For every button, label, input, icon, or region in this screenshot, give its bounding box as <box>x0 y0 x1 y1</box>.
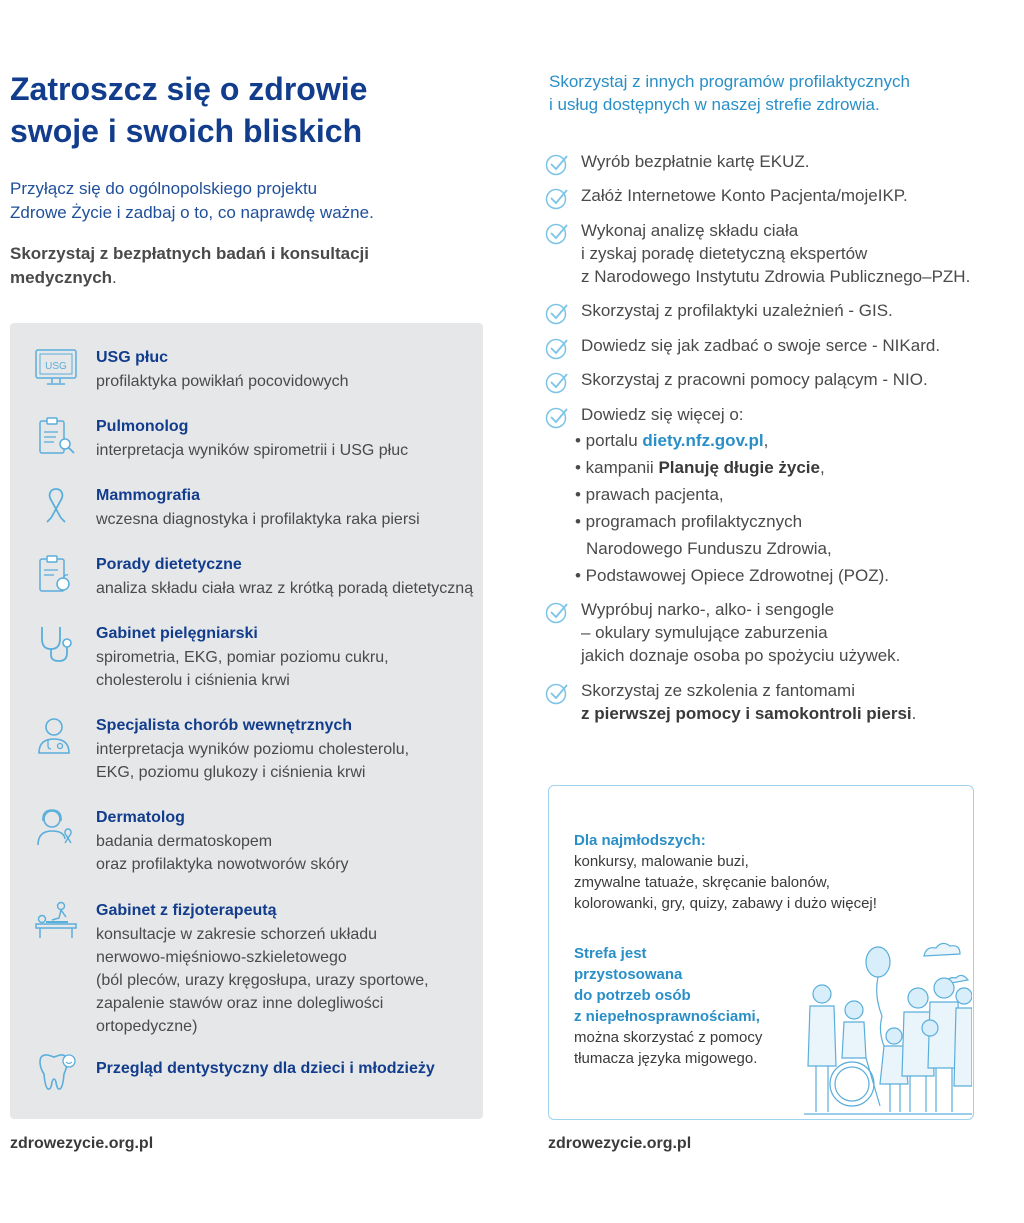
usg-icon-label: USG <box>45 361 67 372</box>
bullet-programs: • programach profilaktycznych <box>575 512 803 531</box>
service-description <box>96 370 349 393</box>
service-desc-line: interpretacja wyników poziomu cholesterolu, <box>96 741 410 758</box>
service-title: Dermatolog <box>96 809 185 826</box>
free-exams-line-1: Skorzystaj z bezpłatnych badań i konsultacji <box>10 244 369 263</box>
free-exams-period: . <box>112 268 117 287</box>
bullet-text: • kampanii <box>575 458 659 477</box>
access-heading-line: przystosowana <box>574 966 683 983</box>
check-circle-icon <box>545 301 569 325</box>
training-period: . <box>911 704 917 723</box>
service-desc-line: profilaktyka powikłań pocovidowych <box>96 373 349 390</box>
training-bold: z pierwszej pomocy i samokontroli piersi <box>581 704 912 723</box>
check-text: Załóż Internetowe Konto Pacjenta/mojeIKP. <box>581 186 908 205</box>
check-text <box>581 679 916 725</box>
bullet-text: , <box>763 431 769 450</box>
check-circle-icon <box>545 221 569 245</box>
doctor-icon <box>34 715 78 755</box>
service-desc-line: EKG, poziomu glukozy i ciśnienia krwi <box>96 764 366 781</box>
bullet-portal <box>575 427 768 454</box>
check-text: Skorzystaj z pracowni pomocy palącym - NIO. <box>581 370 928 389</box>
clipboard-search-icon <box>34 416 78 456</box>
check-circle-icon <box>545 405 569 429</box>
access-heading-line: z niepełnosprawnościami, <box>574 1008 760 1025</box>
left-footer-url[interactable]: zdrowezycie.org.pl <box>10 1135 154 1152</box>
bullet-text: , <box>820 458 825 477</box>
services-panel <box>10 323 483 1119</box>
usg-monitor-icon <box>34 347 78 387</box>
check-text <box>581 219 970 288</box>
service-desc-line: oraz profilaktyka nowotworów skóry <box>96 856 349 873</box>
kids-section <box>574 830 877 914</box>
kids-heading: Dla najmłodszych: <box>574 832 706 849</box>
bullet-poz: • Podstawowej Opiece Zdrowotnej (POZ). <box>575 566 889 585</box>
service-desc-line: badania dermatoskopem <box>96 833 273 850</box>
check-text <box>581 598 900 667</box>
check-text-line: z Narodowego Instytutu Zdrowia Publicznego–PZH. <box>581 267 971 286</box>
access-line: można skorzystać z pomocy <box>574 1029 763 1046</box>
right-footer-url[interactable]: zdrowezycie.org.pl <box>548 1135 692 1152</box>
service-desc-line: zapalenie stawów oraz inne dolegliwości <box>96 995 384 1012</box>
campaign-name: Planuję długie życie <box>658 458 820 477</box>
service-desc-line: analiza składu ciała wraz z krótką poradą dietetyczną <box>96 580 474 597</box>
bullet-text: • portalu <box>575 431 643 450</box>
right-intro-line-2: i usług dostępnych w naszej strefie zdrowia. <box>549 95 880 114</box>
service-title: Gabinet z fizjoterapeutą <box>96 902 277 919</box>
kids-line: konkursy, malowanie buzi, <box>574 853 749 870</box>
kids-line: zmywalne tatuaże, skręcanie balonów, <box>574 874 830 891</box>
check-text-line: Skorzystaj ze szkolenia z fantomami <box>581 681 855 700</box>
headline-line-1: Zatroszcz się o zdrowie <box>10 71 368 107</box>
check-circle-icon <box>545 186 569 210</box>
check-circle-icon <box>545 681 569 705</box>
intro-text <box>10 177 374 225</box>
family-illustration <box>804 936 972 1118</box>
service-description <box>96 830 349 876</box>
service-desc-line: nerwowo-mięśniowo-szkieletowego <box>96 949 347 966</box>
headline-line-2: swoje i swoich bliskich <box>10 113 363 149</box>
service-desc-line: konsultacje w zakresie schorzeń układu <box>96 926 378 943</box>
access-heading-line: do potrzeb osób <box>574 987 691 1004</box>
tooth-icon <box>34 1052 78 1092</box>
stethoscope-icon <box>34 623 78 663</box>
bullet-patient-rights: • prawach pacjenta, <box>575 485 724 504</box>
intro-line-1: Przyłącz się do ogólnopolskiego projektu <box>10 179 318 198</box>
check-text-line: i zyskaj poradę dietetyczną ekspertów <box>581 244 868 263</box>
service-desc-line: interpretacja wyników spirometrii i USG płuc <box>96 442 409 459</box>
check-text-line: Wykonaj analizę składu ciała <box>581 221 799 240</box>
service-desc-line: spirometria, EKG, pomiar poziomu cukru, <box>96 649 389 666</box>
service-description <box>96 508 420 531</box>
service-title: Gabinet pielęgniarski <box>96 625 258 642</box>
check-text: Dowiedz się więcej o: <box>581 405 744 424</box>
service-description <box>96 923 429 1038</box>
accessibility-section <box>574 943 762 1069</box>
check-text: Wyrób bezpłatnie kartę EKUZ. <box>581 152 810 171</box>
massage-table-icon <box>34 900 78 940</box>
check-text-line: jakich doznaje osoba po spożyciu używek. <box>581 646 901 665</box>
right-intro <box>549 70 910 116</box>
access-line: tłumacza języka migowego. <box>574 1050 758 1067</box>
service-title: USG płuc <box>96 349 169 366</box>
check-text-line: Wypróbuj narko-, alko- i sengogle <box>581 600 835 619</box>
free-exams-text <box>10 242 369 290</box>
check-text-line: – okulary symulujące zaburzenia <box>581 623 828 642</box>
check-text: Dowiedz się jak zadbać o swoje serce - NIKard. <box>581 336 941 355</box>
service-desc-line: (ból pleców, urazy kręgosłupa, urazy sportowe, <box>96 972 429 989</box>
service-title: Mammografia <box>96 487 201 504</box>
service-title: Porady dietetyczne <box>96 556 242 573</box>
check-circle-icon <box>545 336 569 360</box>
diety-link[interactable]: diety.nfz.gov.pl <box>642 431 764 450</box>
info-box <box>548 785 974 1120</box>
check-text: Skorzystaj z profilaktyki uzależnień - GIS. <box>581 301 893 320</box>
check-circle-icon <box>545 370 569 394</box>
clipboard-apple-icon <box>34 554 78 594</box>
service-description <box>96 439 408 462</box>
headline <box>10 68 367 152</box>
access-heading-line: Strefa jest <box>574 945 647 962</box>
intro-line-2: Zdrowe Życie i zadbaj o to, co naprawdę ważne. <box>10 203 374 222</box>
service-desc-line: ortopedyczne) <box>96 1018 198 1035</box>
service-title: Pulmonolog <box>96 418 189 435</box>
service-title: Specjalista chorób wewnętrznych <box>96 717 353 734</box>
free-exams-line-2: medycznych <box>10 268 113 287</box>
bullet-programs-cont: Narodowego Funduszu Zdrowia, <box>586 539 832 558</box>
service-description <box>96 738 409 784</box>
service-title: Przegląd dentystyczny dla dzieci i młodzieży <box>96 1060 435 1077</box>
service-desc-line: cholesterolu i ciśnienia krwi <box>96 672 290 689</box>
service-desc-line: wczesna diagnostyka i profilaktyka raka piersi <box>96 511 420 528</box>
right-intro-line-1: Skorzystaj z innych programów profilaktycznych <box>549 72 910 91</box>
service-description <box>96 577 473 600</box>
kids-line: kolorowanki, gry, quizy, zabawy i dużo więcej! <box>574 895 877 912</box>
check-circle-icon <box>545 152 569 176</box>
ribbon-icon <box>34 485 78 525</box>
service-description <box>96 646 389 692</box>
bullet-campaign <box>575 454 825 481</box>
woman-ribbon-icon <box>34 807 78 847</box>
check-circle-icon <box>545 600 569 624</box>
